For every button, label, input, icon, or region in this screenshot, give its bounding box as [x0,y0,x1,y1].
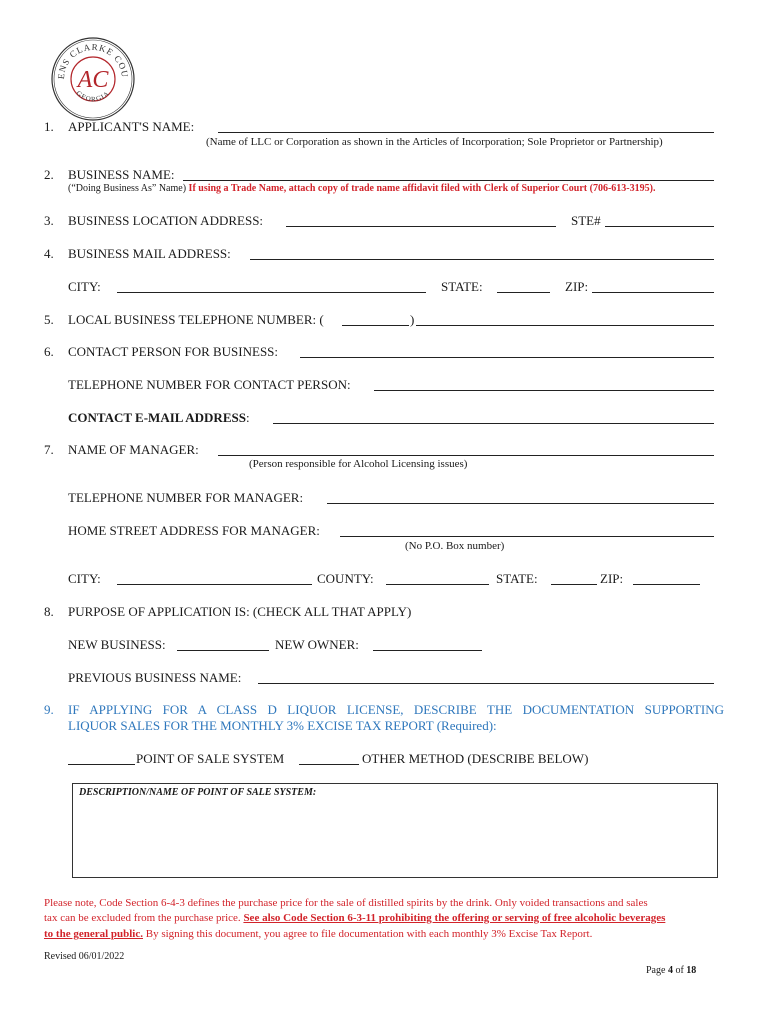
applicant-name-note: (Name of LLC or Corporation as shown in the Articles of Incorporation; Sole Proprietor or Partnership) [206,136,663,148]
q7-number: 7. [44,442,54,457]
contact-phone-field[interactable] [374,390,714,391]
manager-county-field[interactable] [386,584,489,585]
applicant-name-label: APPLICANT'S NAME: [68,119,195,134]
notice-code-reference: See also Code Section 6-3-11 prohibiting the offering or serving of free alcoholic beverages [243,912,666,924]
manager-zip-field[interactable] [633,584,700,585]
pos-description-box[interactable] [72,783,718,878]
mail-city-label: CITY: [68,279,101,294]
q5-number: 5. [44,312,54,327]
page-total: 18 [686,965,697,976]
q1-number: 1. [44,119,54,134]
q4-number: 4. [44,246,54,261]
business-name-label: BUSINESS NAME: [68,167,175,182]
applicant-name-field[interactable] [218,132,714,133]
contact-email-label-row [68,410,250,426]
manager-name-field[interactable] [218,455,714,456]
page-of-word: of [675,965,684,976]
contact-email-label: CONTACT E-MAIL ADDRESS [68,410,246,425]
manager-county-label: COUNTY: [317,571,374,586]
manager-city-field[interactable] [117,584,312,585]
suite-field[interactable] [605,226,714,227]
notice-line-2-text: tax can be excluded from the purchase price. [44,912,241,924]
mail-state-field[interactable] [497,292,550,293]
q6-number: 6. [44,344,54,359]
q9-number: 9. [44,702,54,717]
contact-email-colon: : [245,410,250,425]
mail-state-label: STATE: [441,279,483,294]
new-owner-field[interactable] [373,650,482,651]
manager-address-label: HOME STREET ADDRESS FOR MANAGER: [68,523,320,538]
manager-state-label: STATE: [496,571,538,586]
q2-number: 2. [44,167,54,182]
contact-person-label: CONTACT PERSON FOR BUSINESS: [68,344,279,359]
business-phone-field[interactable] [416,325,714,326]
manager-phone-field[interactable] [327,503,714,504]
q3-number: 3. [44,213,54,228]
mail-city-field[interactable] [117,292,426,293]
page-current: 4 [667,965,673,976]
new-owner-label: NEW OWNER: [275,637,359,652]
contact-email-field[interactable] [273,423,714,424]
class-d-question-line1: IF APPLYING FOR A CLASS D LIQUOR LICENSE, DESCRIBE THE DOCUMENTATION SUPPORTING [68,702,724,717]
previous-business-label: PREVIOUS BUSINESS NAME: [68,670,242,685]
suite-label: STE# [571,213,601,228]
seal-bottom-text: GEORGIA [74,89,112,104]
seal-monogram: AC [77,67,109,93]
contact-phone-label: TELEPHONE NUMBER FOR CONTACT PERSON: [68,377,351,392]
revised-date: Revised 06/01/2022 [44,951,125,962]
page-word: Page [646,965,666,976]
purpose-label: PURPOSE OF APPLICATION IS: (CHECK ALL THAT APPLY) [68,604,412,619]
mail-zip-field[interactable] [592,292,714,293]
business-mail-label: BUSINESS MAIL ADDRESS: [68,246,231,261]
manager-zip-label: ZIP: [600,571,624,586]
manager-name-label: NAME OF MANAGER: [68,442,199,457]
business-phone-label: LOCAL BUSINESS TELEPHONE NUMBER: ( [68,312,324,327]
pos-system-label: POINT OF SALE SYSTEM [136,751,285,766]
business-location-field[interactable] [286,226,556,227]
manager-state-field[interactable] [551,584,597,585]
mail-zip-label: ZIP: [565,279,589,294]
new-business-label: NEW BUSINESS: [68,637,166,652]
notice-line-3 [44,928,592,940]
business-location-label: BUSINESS LOCATION ADDRESS: [68,213,264,228]
class-d-question-line2: LIQUOR SALES FOR THE MONTHLY 3% EXCISE TAX REPORT (Required): [68,718,497,733]
other-method-checkbox-line[interactable] [299,764,359,765]
pos-description-label: DESCRIPTION/NAME OF POINT OF SALE SYSTEM: [79,787,317,798]
dba-note: (“Doing Business As” Name) [68,183,187,194]
county-seal-logo [50,36,136,122]
new-business-field[interactable] [177,650,269,651]
manager-phone-label: TELEPHONE NUMBER FOR MANAGER: [68,490,304,505]
notice-line-2 [44,912,665,924]
business-name-note [68,183,655,194]
other-method-label: OTHER METHOD (DESCRIBE BELOW) [362,751,589,766]
q8-number: 8. [44,604,54,619]
manager-address-note: (No P.O. Box number) [405,540,505,552]
page-number [646,965,696,976]
manager-name-note: (Person responsible for Alcohol Licensing issues) [249,458,468,470]
previous-business-field[interactable] [258,683,714,684]
notice-general-public: to the general public. [44,928,143,940]
notice-line-1: Please note, Code Section 6-4-3 defines the purchase price for the sale of distilled spirits by the drink. Only voided transactions and sales [44,897,648,909]
contact-person-field[interactable] [300,357,714,358]
business-name-field[interactable] [183,180,714,181]
business-phone-paren: ) [410,312,415,327]
pos-system-checkbox-line[interactable] [68,764,135,765]
manager-city-label: CITY: [68,571,101,586]
notice-signing-text: By signing this document, you agree to file documentation with each monthly 3% Excise Tax Report. [145,928,593,940]
trade-name-warning: If using a Trade Name, attach copy of trade name affidavit filed with Clerk of Superior Court (706-613-3195). [188,183,656,194]
manager-address-field[interactable] [340,536,714,537]
business-phone-area-field[interactable] [342,325,409,326]
seal-top-text: ENS CLARKE COU [55,41,131,80]
business-mail-field[interactable] [250,259,714,260]
